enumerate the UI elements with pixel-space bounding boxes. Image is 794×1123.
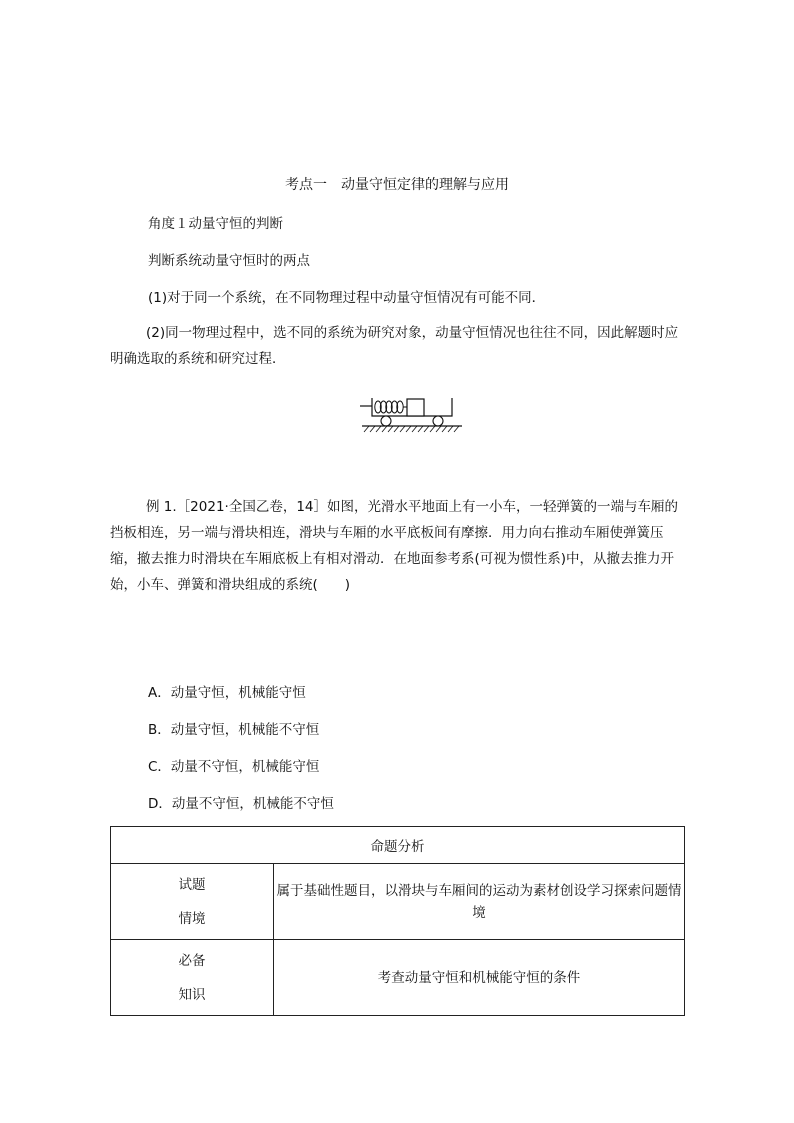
- option-b: B．动量守恒，机械能不守恒: [148, 722, 320, 738]
- table-row: [111, 864, 685, 940]
- point-2-text: (2)同一物理过程中，选不同的系统为研究对象，动量守恒情况也往往不同，因此解题时应明确选取的系统和研究过程．: [110, 325, 679, 367]
- option-a: A．动量守恒，机械能守恒: [148, 685, 306, 701]
- table-row: [111, 940, 685, 1016]
- subheading: 角度１动量守恒的判断: [148, 216, 283, 232]
- row-value: 属于基础性题目，以滑块与车厢间的运动为素材创设学习探索问题情境: [274, 864, 685, 940]
- row-value: 考查动量守恒和机械能守恒的条件: [274, 940, 685, 1016]
- analysis-table: [110, 826, 685, 1016]
- option-c: C．动量不守恒，机械能守恒: [148, 759, 320, 775]
- point-2: [110, 320, 690, 372]
- spring: [375, 401, 407, 413]
- row-label-line: 试题: [178, 876, 206, 893]
- wheel-left: [381, 416, 391, 426]
- row-label: [111, 864, 274, 940]
- section-title: 判断系统动量守恒时的两点: [148, 253, 310, 269]
- section-heading: 考点一 动量守恒定律的理解与应用: [285, 177, 509, 193]
- option-d: D．动量不守恒，机械能不守恒: [148, 796, 334, 812]
- wheel-right: [433, 416, 443, 426]
- row-label-line: 必备: [178, 952, 206, 969]
- ground-hatching: [364, 426, 459, 432]
- row-label-line: 知识: [178, 986, 206, 1003]
- row-label-line: 情境: [178, 910, 206, 927]
- point-1: (1)对于同一个系统，在不同物理过程中动量守恒情况有可能不同．: [148, 290, 546, 306]
- table-header: 命题分析: [111, 827, 685, 864]
- slider-block: [407, 399, 424, 416]
- table-header-row: [111, 827, 685, 864]
- example-1-text: 例 1.［2021·全国乙卷，14］如图，光滑水平地面上有一小车，一轻弹簧的一端与车厢的挡板相连，另一端与滑块相连，滑块与车厢的水平底板间有摩擦．用力向右推动车厢使弹簧压缩，撤去推力时滑块在车厢底板上有相对滑动．在地面参考系(可视为惯性系)中，从撤去推力开始，小车、弹簧和滑块组成的系统( ): [110, 499, 678, 593]
- row-label: [111, 940, 274, 1016]
- example-1: [110, 494, 690, 598]
- cart-spring-diagram: [358, 392, 468, 436]
